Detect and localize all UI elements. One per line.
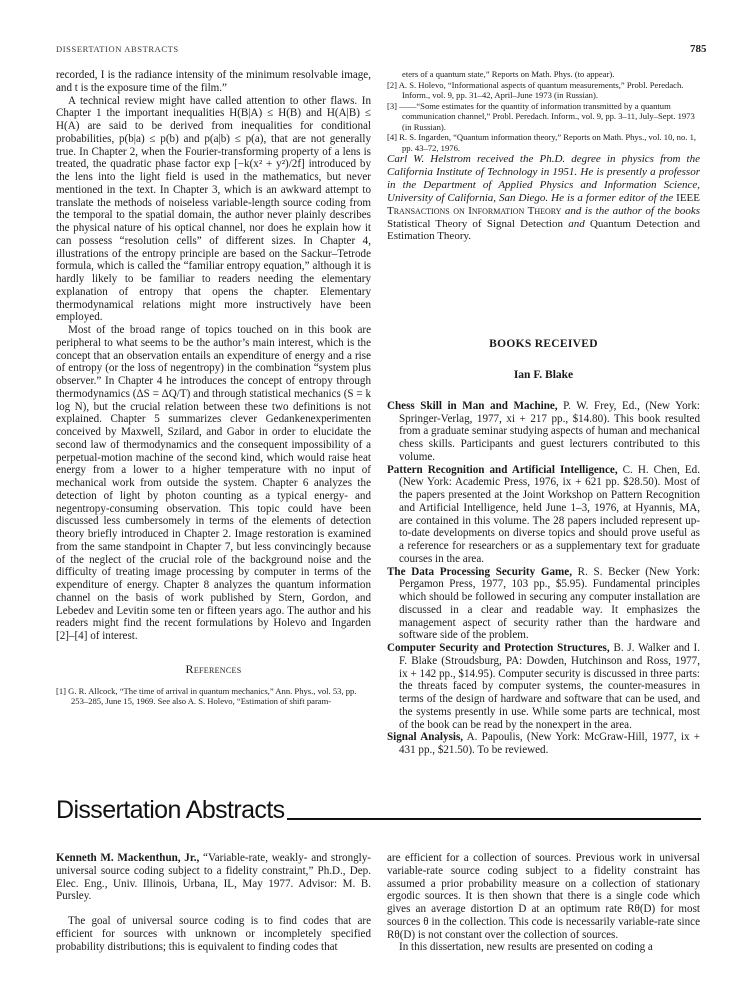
- page-number: 785: [690, 43, 707, 55]
- book-description: B. J. Walker and I. F. Blake (Stroudsburg, PA: Dowden, Hutchinson and Ross, 1977, ix + 142 pp., $14.95). Computer security is discussed in three parts: the threats faced by computer systems, the counter-measures in terms of the design of hardware and software that can be used, and the systems presently in use. While some parts are technical, most of the book can be read by the nonexpert in the area.: [399, 642, 700, 731]
- paragraph: recorded, I is the radiance intensity of the minimum resolvable image, and t is the exposure time of the film.”: [56, 69, 371, 94]
- abstract-citation: [56, 852, 371, 903]
- book-entry: [387, 731, 700, 757]
- book-entry: [387, 642, 700, 731]
- book-entry: [387, 464, 700, 566]
- abstract-left-column: [56, 852, 371, 953]
- author-bio: [387, 153, 700, 243]
- bio-text: and is the author of the books: [561, 204, 700, 217]
- abstract-paragraph: are efficient for a collection of sources. Previous work in universal variable-rate source coding subject to a fidelity constraint has assumed a prior probability measure on a collection of stationary ergodic sources. It is then shown that there is a single code which gives an average distortion D at an optimum rate Rθ(D) for most sources θ in the collection. This code is necessarily variable-rate since Rθ(D) is not constant over the collection of sources.: [387, 852, 700, 941]
- reference-item: [2] A. S. Holevo, “Informational aspects of quantum measurements,” Probl. Peredach. Inform., vol. 9, pp. 31–42, April–June 1973 (in Russian).: [387, 79, 684, 100]
- running-header: DISSERTATION ABSTRACTS: [56, 44, 179, 54]
- reference-item: [3] ——“Some estimates for the quantity of information transmitted by a quantum communication channel,” Probl. Peredach. Inform., vol. 9, pp. 3–11, July–Sept. 1973 (in Russian).: [387, 100, 695, 132]
- section-rule: [287, 818, 701, 820]
- paragraph: A technical review might have called attention to other flaws. In Chapter 1 the important inequalities H(B|A) ≤ H(B) and H(A|B) ≤ H(A) are said to be derived from inequalities for conditional probabilities, p(b|a) ≤ p(b) and p(a|b) ≤ p(a), that are not generally true. In Chapter 2, when the Fourier-transforming property of a lens is treated, the quadratic phase factor exp [−k(x² + y²)/2f] introduced by the lens into the light field is used in the mathematics, but never mentioned in the text. In Chapter 3, which is an awkward attempt to translate the methods of noiseless variable-length source coding from the temporal to the spatial domain, the author never plainly describes the physical nature of his optical channel, nor does he explain how it can possess “resolution cells” of different sizes. In Chapter 4, illustrations of the entropy principle are based on the Sackur–Tetrode formula, which is called the “familiar entropy equation,” although it is hardly likely to be familiar to readers needing the elementary explanation of entropy that opens the chapter. Elementary thermodynamical relations might more instructively have been employed.: [56, 94, 371, 324]
- book-description: C. H. Chen, Ed. (New York: Academic Press, 1976, ix + 621 pp. $28.50). Most of the papers presented at the Joint Workshop on Pattern Recognition and Artificial Intelligence, held June 1–3, 1976, at Hyannis, MA, are contained in this volume. The 28 papers included represent up-to-date developments on diverse topics and should prove useful as a reference for researchers or as a supplementary text for graduate courses in the area.: [399, 463, 700, 565]
- books-received-editor: Ian F. Blake: [513, 369, 574, 382]
- bio-journal: IEEE Transactions on Information Theory: [387, 191, 700, 217]
- bio-book-title: Quantum Detection and Estimation Theory.: [387, 217, 700, 243]
- reference-item: [4] R. S. Ingarden, “Quantum information theory,” Reports on Math. Phys., vol. 10, no. 1, pp. 43–72, 1976.: [387, 132, 697, 153]
- right-column: [387, 69, 700, 757]
- left-column: [56, 69, 371, 707]
- abstract-paragraph: In this dissertation, new results are presented on coding a: [399, 941, 653, 954]
- abstract-author: Kenneth M. Mackenthun, Jr.,: [56, 852, 200, 864]
- bio-book-title: Statistical Theory of Signal Detection: [387, 217, 563, 230]
- reference-continuation: eters of a quantum state,” Reports on Math. Phys. (to appear).: [402, 69, 615, 79]
- book-title: Signal Analysis,: [387, 731, 464, 744]
- bio-text: Carl W. Helstrom received the Ph.D. degree in physics from the California Institute of Technology in 1951. He is presently a professor in the Department of Applied Physics and Information Science, University of California, San Diego. He is a former editor of the: [387, 153, 700, 204]
- books-received-heading: BOOKS RECEIVED: [489, 338, 598, 351]
- paragraph: Most of the broad range of topics touched on in this book are peripheral to what seems to be the author’s main interest, which is the concept that an observation entails an expenditure of energy and a rise of entropy (or the loss of negentropy) in the combination “system plus observer.” In Chapter 4 he introduces the concept of entropy through thermodynamics (ΔS = ΔQ/T) and through statistical mechanics (S = k log N), but the crucial relation between these two definitions is not explained. Chapter 5 summarizes clever Gedankenexperimenten conceived by Maxwell, Szilard, and Gabor in order to elucidate the second law of thermodynamics and the consequent impossibility of a perpetual-motion machine of the second kind, which would raise heat energy from a lower to a higher temperature with no input of mechanical work from outside the system. Chapter 6 analyzes the detection of light by photon counting as a typical energy- and negentropy-consuming observation. This topic could have been discussed less cumbersomely in terms of the elements of detection theory briefly introduced in Chapter 2. Image restoration is examined from the same standpoint in Chapter 7, but less convincingly because of the neglect of the crucial role of the background noise and the difficulty of treating image processing by computer in terms of the expenditure of energy. Chapter 8 analyzes the quantum information channel on the basis of work published by Stern, Gordon, and Lebedev and Levitin some ten or fifteen years ago. The author and his readers might find the recent formulations by Holevo and Ingarden [2]–[4] of interest.: [56, 324, 371, 642]
- book-title: The Data Processing Security Game,: [387, 565, 572, 578]
- abstract-paragraph: The goal of universal source coding is to find codes that are efficient for sources with unknown or incompletely specified probability distributions; this is equivalent to finding codes that: [56, 915, 371, 953]
- book-title: Pattern Recognition and Artificial Intelligence,: [387, 463, 618, 476]
- book-description: A. Papoulis, (New York: McGraw-Hill, 1977, ix + 431 pp., $21.50). To be reviewed.: [399, 731, 700, 757]
- book-entry: [387, 400, 700, 464]
- section-title-text: Dissertation Abstracts: [56, 796, 285, 824]
- abstract-citation-text: “Variable-rate, weakly- and strongly-universal source coding subject to a fidelity constraint,” Ph.D., Dep. Elec. Eng., Univ. Illinois, Urbana, IL, May 1977. Advisor: M. B. Pursley.: [56, 852, 371, 903]
- book-title: Computer Security and Protection Structures,: [387, 642, 610, 655]
- abstract-right-column: [387, 852, 700, 954]
- references-heading: References: [185, 661, 242, 676]
- book-description: R. S. Becker (New York: Pergamon Press, 1977, 103 pp., $5.95). Fundamental principles which should be followed in securing any computer installation are discussed in a clear and readable way. It emphasizes the management aspect of security rather than the hardware and software side of the problem.: [399, 565, 700, 642]
- book-title: Chess Skill in Man and Machine,: [387, 399, 558, 412]
- book-entry: [387, 566, 700, 643]
- bio-text: and: [562, 217, 590, 230]
- dissertation-abstracts-heading: [56, 796, 701, 825]
- reference-item: [1] G. R. Allcock, “The time of arrival in quantum mechanics,” Ann. Phys., vol. 53, pp. 253–285, June 15, 1969. See also A. S. Holevo, “Estimation of shift param-: [56, 685, 357, 706]
- book-description: P. W. Frey, Ed., (New York: Springer-Verlag, 1977, xi + 217 pp., $14.80). This book resulted from a graduate seminar studying aspects of human and mechanical chess skills. Participants and guest lecturers contributed to this volume.: [399, 399, 700, 463]
